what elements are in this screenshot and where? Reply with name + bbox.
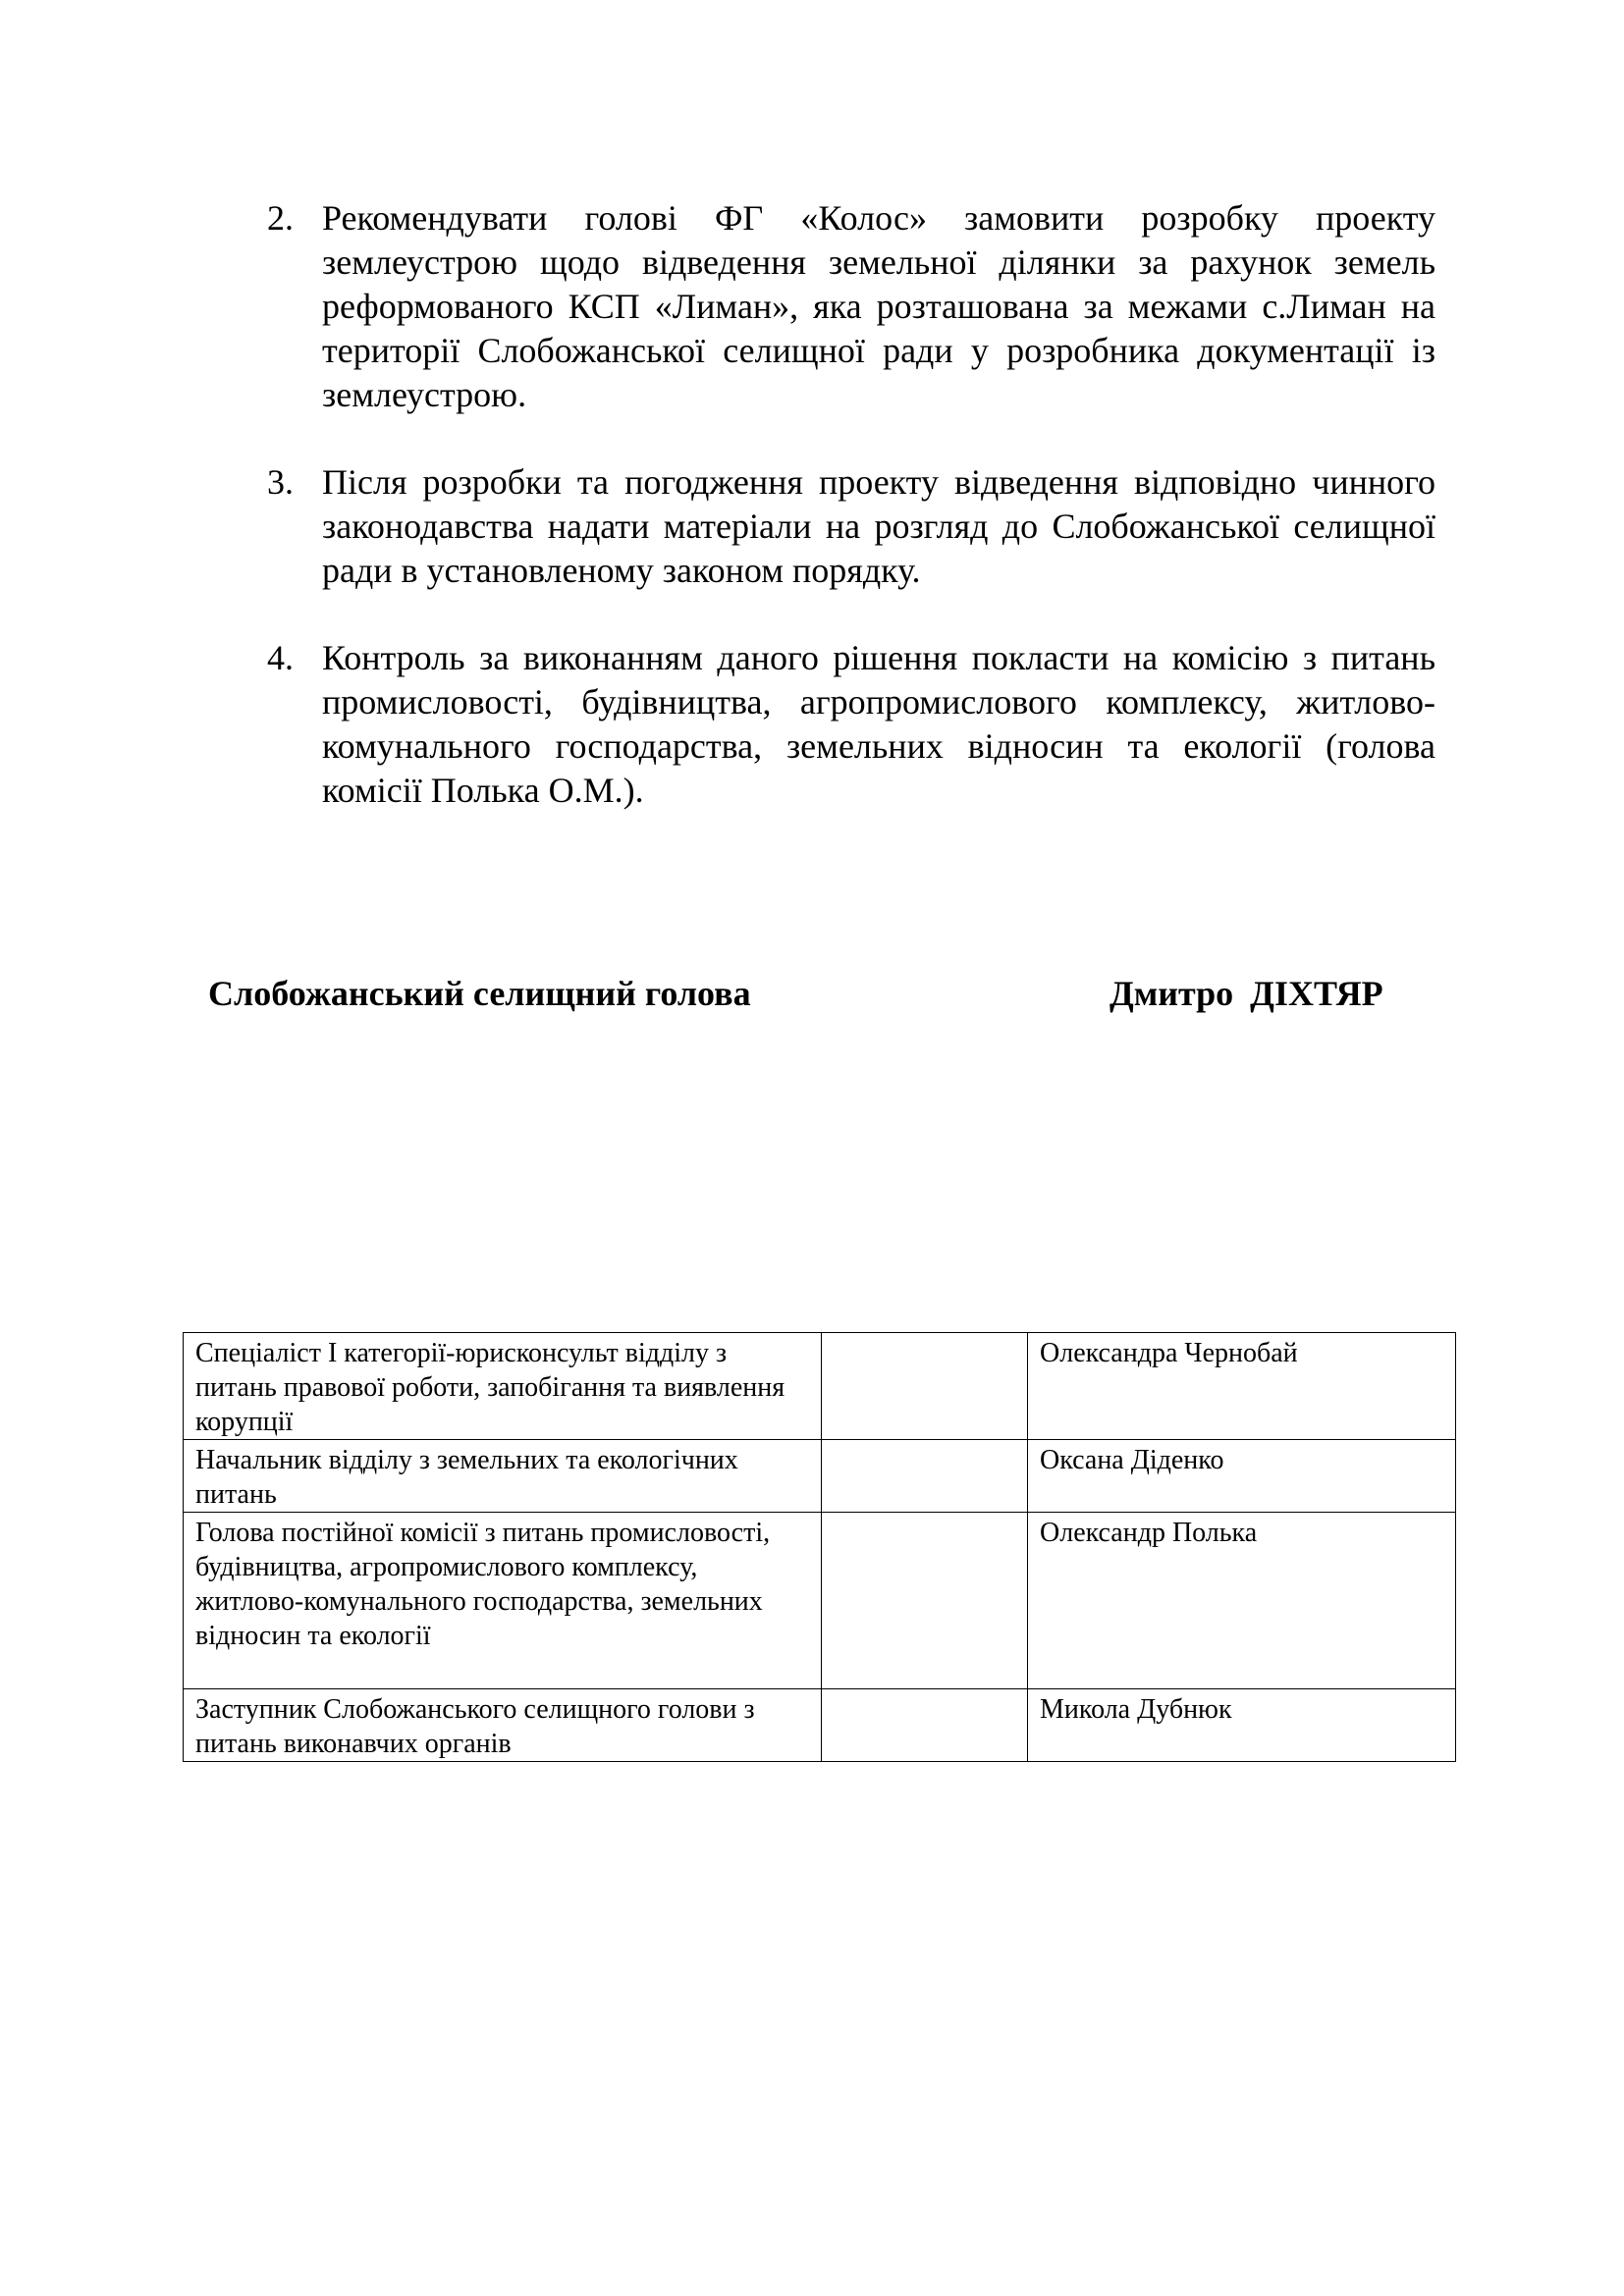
table-row — [184, 1513, 1456, 1689]
approver-name: Микола Дубнюк — [1028, 1689, 1456, 1762]
approver-name: Олександр Полька — [1028, 1513, 1456, 1689]
approver-role: Спеціаліст І категорії-юрисконсульт відділу з питань правової роботи, запобігання та виявлення корупції — [184, 1333, 822, 1440]
item-text: Контроль за виконанням даного рішення покласти на комісію з питань промисловості, будівництва, агропромислового комплексу, житлово-комунального господарства, земельних відносин та екології (голова комісії Полька О.М.). — [322, 638, 1435, 810]
approver-role: Голова постійної комісії з питань промисловості, будівництва, агропромислового комплексу, житлово-комунального господарства, земельних відносин та екології — [184, 1513, 822, 1689]
item-text: Після розробки та погодження проекту відведення відповідно чинного законодавства надати матеріали на розгляд до Слобожанської селищної ради в установленому законом порядку. — [322, 462, 1435, 590]
signature-cell — [822, 1440, 1028, 1513]
approver-role: Начальник відділу з земельних та екологічних питань — [184, 1440, 822, 1513]
signature-cell — [822, 1513, 1028, 1689]
item-number: 4. — [267, 638, 294, 677]
item-number: 3. — [267, 462, 294, 502]
table-row — [184, 1689, 1456, 1762]
approver-name: Оксана Діденко — [1028, 1440, 1456, 1513]
signatory-position: Слобожанський селищний голова — [208, 974, 751, 1013]
list-item — [267, 636, 1435, 813]
signature-cell — [822, 1689, 1028, 1762]
approval-table — [183, 1332, 1456, 1762]
decision-list — [267, 196, 1435, 856]
table-row — [184, 1333, 1456, 1440]
list-item — [267, 196, 1435, 417]
signatory-name: Дмитро ДІХТЯР — [1110, 974, 1383, 1013]
approver-name: Олександра Чернобай — [1028, 1333, 1456, 1440]
approver-role: Заступник Слобожанського селищного голови з питань виконавчих органів — [184, 1689, 822, 1762]
item-number: 2. — [267, 198, 294, 238]
table-row — [184, 1440, 1456, 1513]
list-item — [267, 460, 1435, 593]
signature-cell — [822, 1333, 1028, 1440]
item-text: Рекомендувати голові ФГ «Колос» замовити розробку проекту землеустрою щодо відведення земельної ділянки за рахунок земель реформованого КСП «Лиман», яка розташована за межами с.Лиман на території Слобожанської селищної ради у розробника документації із землеустрою. — [322, 198, 1435, 414]
